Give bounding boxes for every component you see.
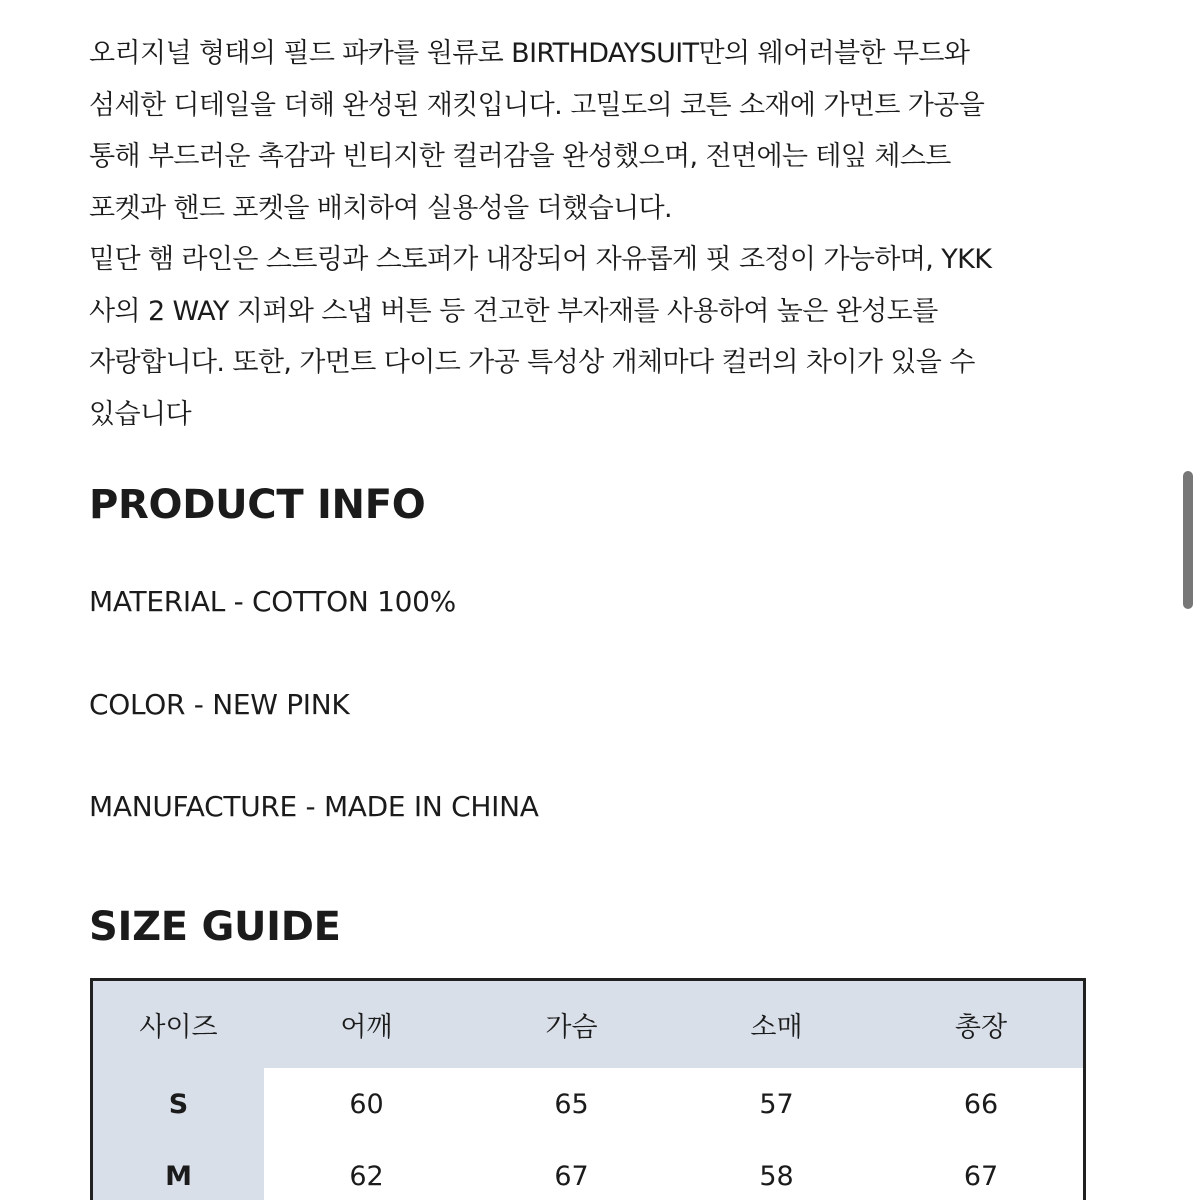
table-header-row bbox=[93, 981, 1083, 1068]
column-header-length: 총장 bbox=[954, 1012, 1008, 1043]
table-cell: 67 bbox=[469, 1140, 674, 1200]
manufacture-info: MANUFACTURE - MADE IN CHINA bbox=[89, 790, 539, 823]
product-info-heading: PRODUCT INFO bbox=[89, 482, 426, 528]
size-label: S bbox=[93, 1068, 264, 1140]
scrollbar-thumb[interactable] bbox=[1183, 471, 1193, 609]
material-info: MATERIAL - COTTON 100% bbox=[89, 585, 456, 618]
table-cell: 60 bbox=[264, 1068, 469, 1140]
size-guide-heading: SIZE GUIDE bbox=[89, 904, 341, 950]
column-header-sleeve: 소매 bbox=[750, 1012, 803, 1043]
table-row bbox=[93, 1140, 1083, 1200]
description-line: 섬세한 디테일을 더해 완성된 재킷입니다. 고밀도의 코튼 소재에 가먼트 가공을 bbox=[89, 89, 985, 121]
column-header-shoulder: 어깨 bbox=[340, 1012, 393, 1043]
description-line: 자랑합니다. 또한, 가먼트 다이드 가공 특성상 개체마다 컬러의 차이가 있을 수 bbox=[89, 347, 975, 378]
description-line: 밑단 햄 라인은 스트링과 스토퍼가 내장되어 자유롭게 핏 조정이 가능하며, YKK bbox=[89, 244, 992, 275]
size-guide-table bbox=[90, 978, 1086, 1200]
column-header-size: 사이즈 bbox=[139, 1012, 218, 1043]
vertical-scrollbar[interactable] bbox=[1178, 0, 1200, 1200]
description-line: 통해 부드러운 촉감과 빈티지한 컬러감을 완성했으며, 전면에는 테잎 체스트 bbox=[89, 141, 951, 172]
table-cell: 62 bbox=[264, 1140, 469, 1200]
table-cell: 57 bbox=[674, 1068, 879, 1140]
description-line: 포켓과 핸드 포켓을 배치하여 실용성을 더했습니다. bbox=[89, 192, 673, 224]
table-row bbox=[93, 1068, 1083, 1140]
table-cell: 58 bbox=[674, 1140, 879, 1200]
color-info: COLOR - NEW PINK bbox=[89, 688, 350, 721]
table-cell: 66 bbox=[879, 1068, 1083, 1140]
table-cell: 65 bbox=[469, 1068, 674, 1140]
table-cell: 67 bbox=[879, 1140, 1083, 1200]
description-line: 사의 2 WAY 지퍼와 스냅 버튼 등 견고한 부자재를 사용하여 높은 완성도를 bbox=[89, 295, 938, 327]
product-description bbox=[89, 28, 1099, 440]
description-line: 있습니다 bbox=[89, 398, 191, 430]
size-label: M bbox=[93, 1140, 264, 1200]
column-header-chest: 가슴 bbox=[545, 1012, 598, 1043]
description-line: 오리지널 형태의 필드 파카를 원류로 BIRTHDAYSUIT만의 웨어러블한 무드와 bbox=[89, 38, 970, 69]
